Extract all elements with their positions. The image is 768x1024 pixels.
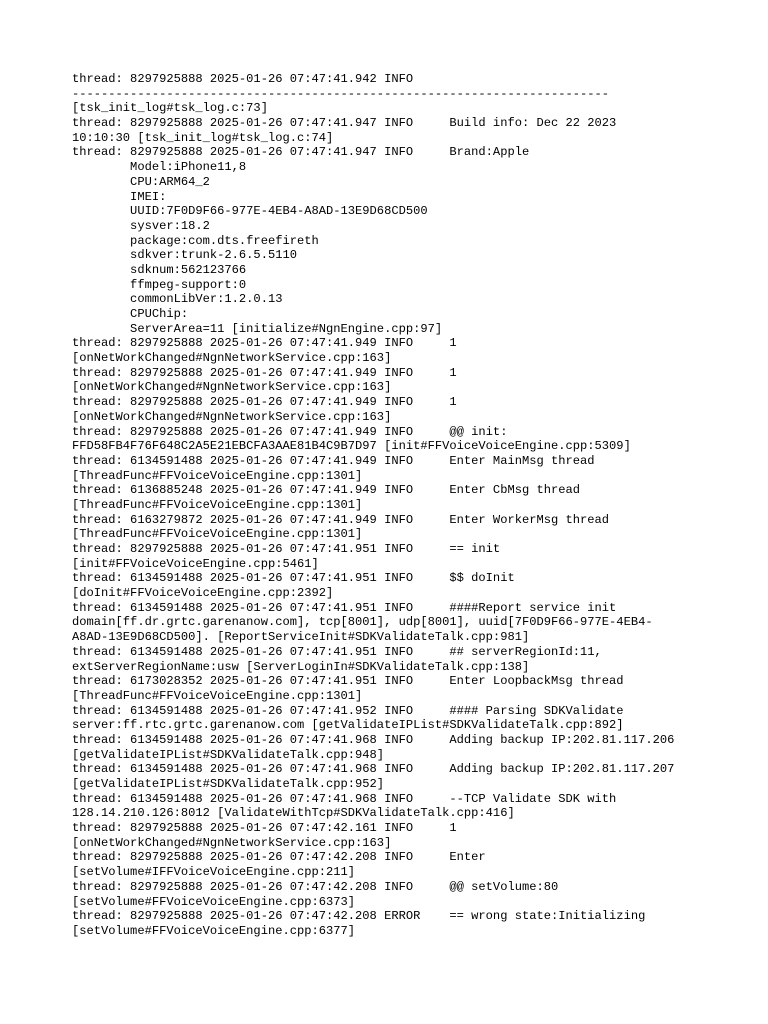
log-line: thread: 8297925888 2025-01-26 07:47:41.949 INFO 1	[72, 395, 457, 410]
log-line: 10:10:30 [tsk_init_log#tsk_log.c:74]	[72, 130, 334, 145]
log-line: package:com.dts.freefireth	[72, 233, 319, 248]
log-line: [onNetWorkChanged#NgnNetworkService.cpp:163]	[72, 351, 392, 366]
log-line: 128.14.210.126:8012 [ValidateWithTcp#SDKValidateTalk.cpp:416]	[72, 806, 515, 821]
log-line: [onNetWorkChanged#NgnNetworkService.cpp:163]	[72, 380, 392, 395]
log-line: thread: 8297925888 2025-01-26 07:47:41.949 INFO @@ init:	[72, 424, 508, 439]
log-line: [onNetWorkChanged#NgnNetworkService.cpp:163]	[72, 835, 392, 850]
log-line: [setVolume#FFVoiceVoiceEngine.cpp:6373]	[72, 894, 356, 909]
log-text	[72, 72, 732, 939]
log-line: thread: 8297925888 2025-01-26 07:47:42.208 INFO @@ setVolume:80	[72, 879, 559, 894]
log-line: thread: 6134591488 2025-01-26 07:47:41.951 INFO ## serverRegionId:11,	[72, 644, 602, 659]
log-line: thread: 8297925888 2025-01-26 07:47:41.942 INFO	[72, 72, 414, 86]
log-line: thread: 6134591488 2025-01-26 07:47:41.951 INFO ####Report service init	[72, 600, 617, 615]
log-line: sdkver:trunk-2.6.5.5110	[72, 248, 297, 263]
log-line: thread: 8297925888 2025-01-26 07:47:42.208 ERROR == wrong state:Initializing	[72, 909, 646, 924]
log-line: UUID:7F0D9F66-977E-4EB4-A8AD-13E9D68CD500	[72, 204, 428, 219]
log-line: thread: 6134591488 2025-01-26 07:47:41.968 INFO --TCP Validate SDK with	[72, 791, 617, 806]
log-line: [ThreadFunc#FFVoiceVoiceEngine.cpp:1301]	[72, 468, 363, 483]
log-line: sysver:18.2	[72, 218, 210, 233]
log-line: FFD58FB4F76F648C2A5E21EBCFA3AAE81B4C9B7D97 [init#FFVoiceVoiceEngine.cpp:5309]	[72, 439, 631, 454]
log-line: IMEI:	[72, 189, 167, 204]
log-line: A8AD-13E9D68CD500]. [ReportServiceInit#SDKValidateTalk.cpp:981]	[72, 630, 530, 645]
log-line: [tsk_init_log#tsk_log.c:73]	[72, 101, 268, 116]
log-line: [setVolume#IFFVoiceVoiceEngine.cpp:211]	[72, 865, 356, 880]
log-line: [getValidateIPList#SDKValidateTalk.cpp:952]	[72, 777, 385, 791]
log-line: Model:iPhone11,8	[72, 160, 247, 175]
log-line: thread: 8297925888 2025-01-26 07:47:41.949 INFO 1	[72, 365, 457, 380]
log-line: thread: 8297925888 2025-01-26 07:47:41.951 INFO == init	[72, 542, 501, 556]
log-line: [init#FFVoiceVoiceEngine.cpp:5461]	[72, 556, 319, 571]
log-line: thread: 8297925888 2025-01-26 07:47:41.949 INFO 1	[72, 336, 457, 351]
log-line: thread: 6134591488 2025-01-26 07:47:41.968 INFO Adding backup IP:202.81.117.207	[72, 762, 675, 777]
log-line: CPU:ARM64_2	[72, 174, 210, 189]
log-line: sdknum:562123766	[72, 262, 247, 277]
log-line: [setVolume#FFVoiceVoiceEngine.cpp:6377]	[72, 923, 356, 938]
log-line: [doInit#FFVoiceVoiceEngine.cpp:2392]	[72, 586, 334, 601]
log-line: [ThreadFunc#FFVoiceVoiceEngine.cpp:1301]	[72, 497, 363, 512]
log-line: thread: 8297925888 2025-01-26 07:47:41.947 INFO Brand:Apple	[72, 145, 530, 160]
log-line: [ThreadFunc#FFVoiceVoiceEngine.cpp:1301]	[72, 688, 363, 703]
log-line: extServerRegionName:usw [ServerLoginIn#SDKValidateTalk.cpp:138]	[72, 659, 530, 674]
log-line: [getValidateIPList#SDKValidateTalk.cpp:948]	[72, 747, 385, 762]
log-line: thread: 6134591488 2025-01-26 07:47:41.952 INFO #### Parsing SDKValidate	[72, 703, 624, 718]
log-line: commonLibVer:1.2.0.13	[72, 292, 283, 307]
log-line: thread: 6134591488 2025-01-26 07:47:41.968 INFO Adding backup IP:202.81.117.206	[72, 732, 675, 747]
log-line: server:ff.rtc.grtc.garenanow.com [getValidateIPList#SDKValidateTalk.cpp:892]	[72, 718, 624, 733]
log-line: thread: 8297925888 2025-01-26 07:47:42.161 INFO 1	[72, 821, 457, 836]
log-line: thread: 8297925888 2025-01-26 07:47:42.208 INFO Enter	[72, 850, 486, 865]
log-line: thread: 6136885248 2025-01-26 07:47:41.949 INFO Enter CbMsg thread	[72, 483, 581, 498]
log-line: thread: 6134591488 2025-01-26 07:47:41.949 INFO Enter MainMsg thread	[72, 453, 595, 468]
log-line: --------------------------------------------------------------------------	[72, 86, 610, 101]
log-line: domain[ff.dr.grtc.garenanow.com], tcp[8001], udp[8001], uuid[7F0D9F66-977E-4EB4-	[72, 615, 653, 630]
log-line: CPUChip:	[72, 307, 189, 321]
log-line: thread: 6173028352 2025-01-26 07:47:41.951 INFO Enter LoopbackMsg thread	[72, 674, 624, 689]
log-line: [ThreadFunc#FFVoiceVoiceEngine.cpp:1301]	[72, 527, 363, 542]
log-line: [onNetWorkChanged#NgnNetworkService.cpp:163]	[72, 409, 392, 424]
log-line: thread: 6163279872 2025-01-26 07:47:41.949 INFO Enter WorkerMsg thread	[72, 512, 610, 527]
log-line: ffmpeg-support:0	[72, 277, 247, 292]
log-line: ServerArea=11 [initialize#NgnEngine.cpp:97]	[72, 321, 443, 336]
log-line: thread: 6134591488 2025-01-26 07:47:41.951 INFO $$ doInit	[72, 571, 515, 586]
log-line: thread: 8297925888 2025-01-26 07:47:41.947 INFO Build info: Dec 22 2023	[72, 116, 617, 131]
